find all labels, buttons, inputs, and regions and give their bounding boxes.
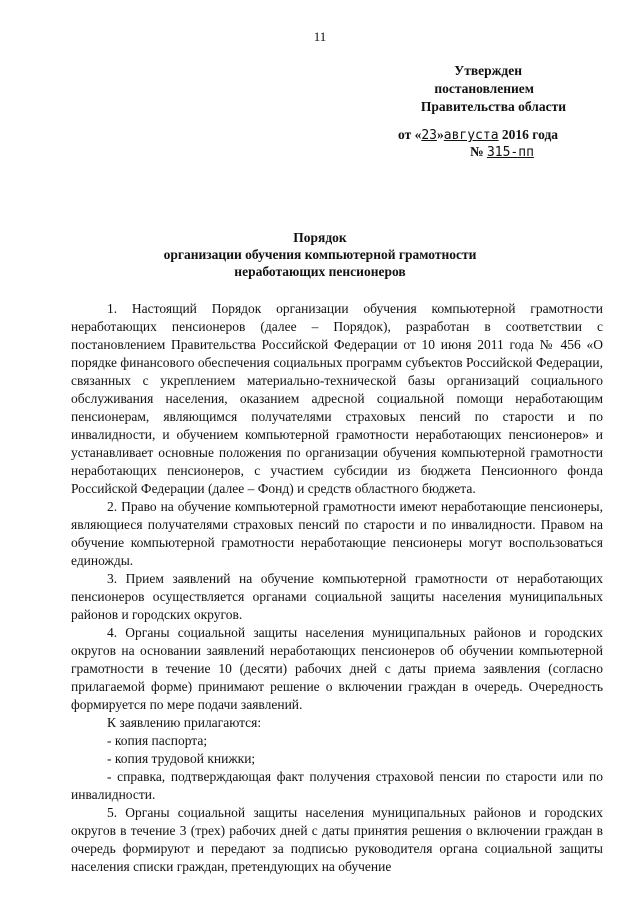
paragraph-3: 3. Прием заявлений на обучение компьютерной грамотности от неработающих пенсионеров осуществляется органами социальной защиты населения муниципальных районов и городских округов. [71,571,603,622]
approval-line-government: Правительства области [420,99,566,114]
paragraph-2: 2. Право на обучение компьютерной грамотности имеют неработающие пенсионеры, являющиеся получателями страховых пенсий по старости и по инвалидности. Правом на обучение компьютерной грамотности неработающие пенсионеры могут воспользоваться единожды. [71,499,603,568]
date-mid: » [437,127,444,142]
date-prefix: от « [398,127,422,142]
paragraph-4: 4. Органы социальной защиты населения муниципальных районов и городских округов на основании заявлений неработающих пенсионеров об обучении компьютерной грамотности в течение 10 (десяти) рабочих дней с даты приема заявления (согласно прилагаемой форме) принимают решение о включении граждан в очередь. Очередность формируется по мере подачи заявлений. [71,625,603,712]
approval-line-decree: постановлением [434,81,534,96]
attachment-certificate: - справка, подтверждающая факт получения страховой пенсии по старости или по инвалидности. [71,769,603,802]
number-prefix: № [470,144,487,159]
approval-stamp [340,62,570,116]
title-line-1: Порядок [293,230,347,245]
title-line-2: организации обучения компьютерной грамотности [163,247,477,262]
paragraph-1: 1. Настоящий Порядок организации обучения компьютерной грамотности неработающих пенсионеров (далее – Порядок), разработан в соответствии с постановлением Правительства Российской Федерации от 10 июня 2011 года № 456 «О порядке финансового обеспечения социальных программ субъектов Российской Федерации, связанных с укреплением материально-технической базы организаций социального обслуживания населения, оказанием адресной социальной помощи неработающим пенсионерам, являющимся получателями страховых пенсий по старости и по инвалидности, и обучением компьютерной грамотности неработающих пенсионеров» и устанавливает основные положения по организации обучения компьютерной грамотности неработающих пенсионеров, с участием субсидии из бюджета Пенсионного фонда Российской Федерации (далее – Фонд) и средств областного бюджета. [71,301,603,496]
document-title [0,229,640,280]
approval-number [470,144,534,160]
date-month: августа [443,128,499,143]
decree-number: 315-пп [486,145,534,160]
date-day: 23 [421,128,437,143]
date-year: 2016 года [498,127,559,142]
title-line-3: неработающих пенсионеров [234,264,406,279]
document-body [71,300,603,876]
approval-date [398,127,588,143]
attachments-intro: К заявлению прилагаются: [107,715,262,730]
approval-line-approved: Утвержден [454,63,522,78]
attachment-workbook: - копия трудовой книжки; [107,751,256,766]
attachment-passport: - копия паспорта; [107,733,208,748]
paragraph-5: 5. Органы социальной защиты населения муниципальных районов и городских округов в течение 3 (трех) рабочих дней с даты принятия решения о включении граждан в очередь формируют и передают за подписью руководителя органа социальной защиты населения списки граждан, претендующих на обучение [71,805,603,874]
page-number: 11 [313,29,327,44]
